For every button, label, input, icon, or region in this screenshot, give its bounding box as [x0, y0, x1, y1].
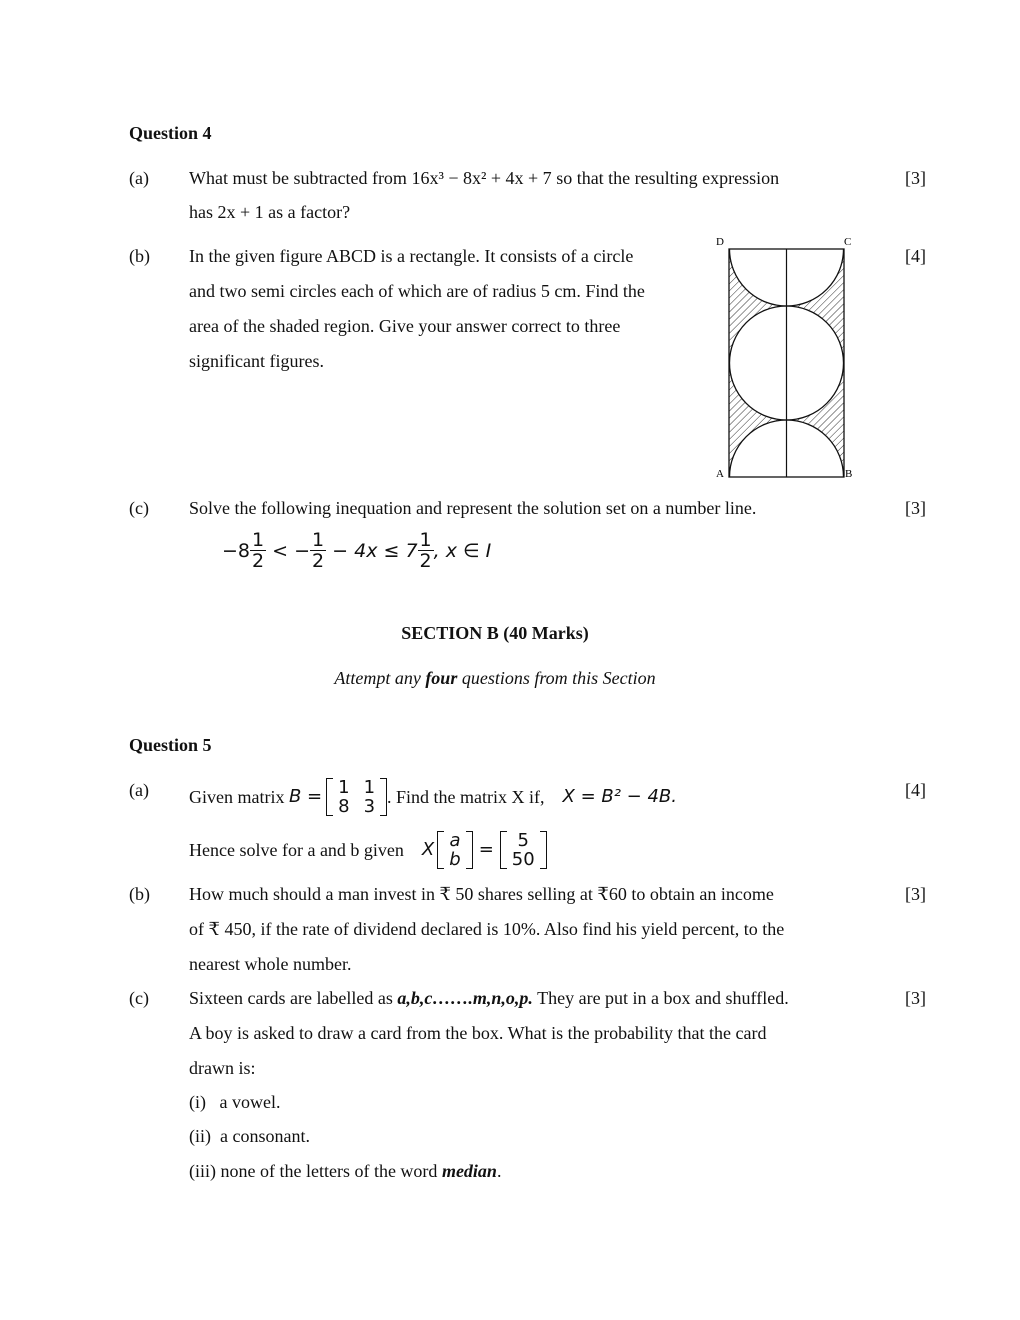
inequation [222, 530, 491, 571]
q4b-marks: [4] [905, 246, 926, 266]
section-b-title: SECTION B (40 Marks) [401, 623, 589, 643]
question-4-heading: Question 4 [129, 123, 212, 143]
label-b: B [845, 468, 853, 480]
q5c-line1: Sixteen cards are labelled as a,b,c…….m,n,o,p. They are put in a box and shuffled. [189, 988, 789, 1008]
vector-rhs: 5 50 [500, 831, 547, 869]
question-5-heading: Question 5 [129, 735, 212, 755]
q4b-line: In the given figure ABCD is a rectangle. It consists of a circle [189, 246, 634, 266]
label-d: D [716, 236, 724, 248]
q5c-line3: drawn is: [189, 1058, 256, 1078]
q5c-item-iii: (iii) none of the letters of the word median. [189, 1161, 502, 1181]
q5b-line: nearest whole number. [189, 954, 352, 974]
ineq-left-whole: −8 [222, 539, 251, 562]
ineq-mid: − 4x ≤ 7 [326, 539, 418, 562]
q4a-marks: [3] [905, 168, 926, 188]
q4a-line1 [189, 168, 779, 188]
q5b-marks: [3] [905, 884, 926, 904]
fraction-half: $\frac{1}{2}$ [419, 529, 432, 572]
rectangle-circles-figure [705, 230, 865, 485]
q4c-marks: [3] [905, 498, 926, 518]
label-a: A [716, 468, 724, 480]
q4a-label: (a) [129, 168, 149, 188]
q5c-label: (c) [129, 988, 149, 1008]
q4b-line: significant figures. [189, 351, 324, 371]
q4a-line2: has 2x + 1 as a factor? [189, 202, 351, 222]
vector-ab: a b [437, 831, 472, 869]
ineq-lt: < − [266, 539, 311, 562]
label-c: C [844, 236, 852, 248]
q5c-item-ii: (ii) a consonant. [189, 1126, 310, 1146]
q5c-item-i: (i) a vowel. [189, 1092, 281, 1112]
q5c-marks: [3] [905, 988, 926, 1008]
q5a-line2: Hence solve for a and b given X a b = 5 50 [189, 828, 547, 872]
matrix-b: 1 1 8 3 [326, 778, 387, 816]
q4b-label: (b) [129, 246, 150, 266]
q4a-prefix: What must be subtracted from [189, 168, 412, 188]
q5a-line1: Given matrix B = 1 1 8 3 . Find the matrix X if, X = B² − 4B. [189, 777, 677, 817]
section-b-instructions: Attempt any four questions from this Section [334, 668, 656, 688]
fraction-half: $\frac{1}{2}$ [312, 529, 325, 572]
q5b-line: How much should a man invest in ₹ 50 shares selling at ₹60 to obtain an income [189, 884, 774, 904]
b-equals: B = [288, 786, 323, 807]
q5b-line: of ₹ 450, if the rate of dividend declared is 10%. Also find his yield percent, to the [189, 919, 785, 939]
q4b-line: and two semi circles each of which are of radius 5 cm. Find the [189, 281, 645, 301]
q4c-text: Solve the following inequation and represent the solution set on a number line. [189, 498, 757, 518]
q5a-label: (a) [129, 780, 149, 800]
q4b-line: area of the shaded region. Give your answer correct to three [189, 316, 621, 336]
q5a-marks: [4] [905, 780, 926, 800]
q5b-label: (b) [129, 884, 150, 904]
x-symbol: X [421, 839, 435, 860]
q5c-line2: A boy is asked to draw a card from the box. What is the probability that the card [189, 1023, 767, 1043]
q4c-label: (c) [129, 498, 149, 518]
x-equation: X = B² − 4B. [562, 786, 677, 807]
ineq-right: , x ∈ I [433, 539, 492, 562]
q4a-expression: 16x³ − 8x² + 4x + 7 [411, 168, 552, 188]
q4a-suffix: so that the resulting expression [551, 168, 780, 188]
fraction-half: $\frac{1}{2}$ [252, 529, 265, 572]
